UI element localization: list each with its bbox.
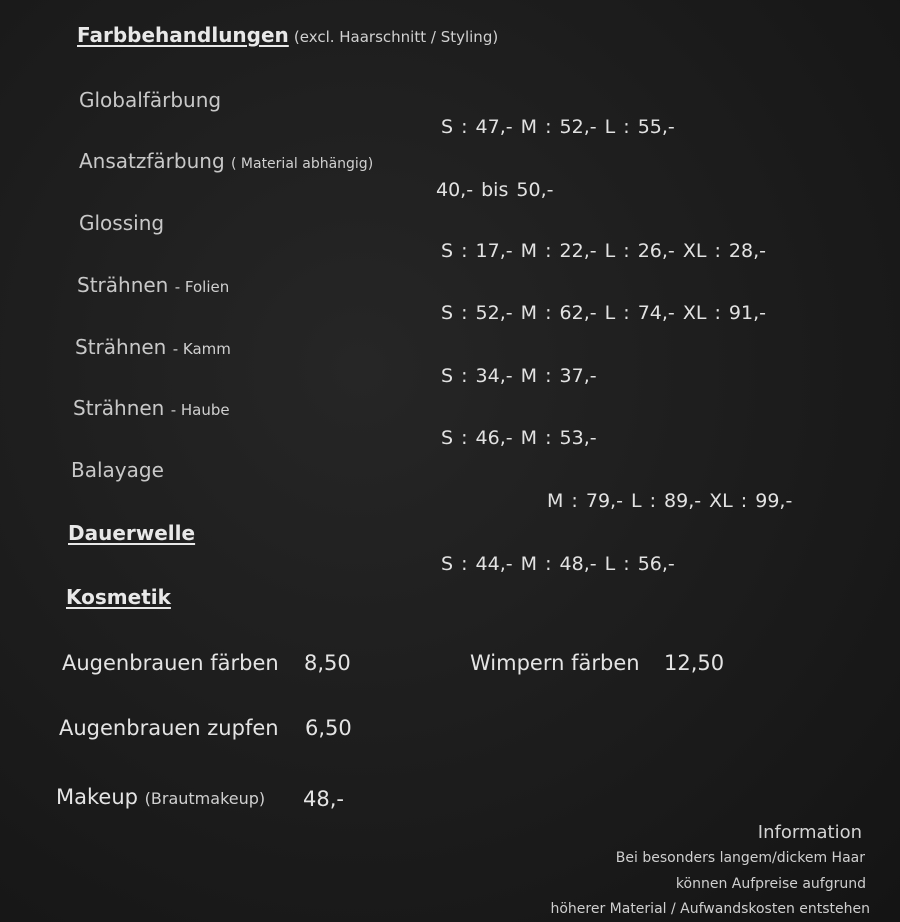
- price-augenbrauen-faerben: 8,50: [304, 651, 351, 675]
- service-name: Ansatzfärbung: [79, 149, 225, 173]
- section-title: Farbbehandlungen: [77, 23, 289, 47]
- information-line: Bei besonders langem/dickem Haar: [615, 850, 865, 866]
- service-name: Wimpern färben: [470, 651, 640, 675]
- price-wimpern-faerben: 12,50: [664, 651, 725, 675]
- service-sub: - Folien: [174, 278, 230, 296]
- service-name: Strähnen: [77, 273, 169, 297]
- dauerwelle-heading: Dauerwelle: [68, 521, 196, 545]
- price-augenbrauen-zupfen: 6,50: [305, 716, 352, 740]
- section-note: (excl. Haarschnitt / Styling): [293, 28, 499, 46]
- information-line: können Aufpreise aufgrund: [675, 876, 866, 892]
- price-straehnen-haube: S : 46,- M : 53,-: [441, 427, 597, 449]
- price-glossing: S : 17,- M : 22,- L : 26,- XL : 28,-: [441, 240, 766, 262]
- service-name: Strähnen: [73, 396, 165, 420]
- farbbehandlungen-heading: [77, 25, 498, 45]
- service-sub: ( Material abhängig): [231, 156, 374, 172]
- service-augenbrauen-zupfen: [59, 718, 279, 739]
- service-straehnen-haube: [73, 398, 230, 418]
- service-balayage: [71, 460, 164, 480]
- service-globalfaerbung: [79, 90, 221, 110]
- information-line: höherer Material / Aufwandskosten entstehen: [550, 901, 870, 917]
- price-balayage: M : 79,- L : 89,- XL : 99,-: [547, 490, 793, 512]
- information-title: Information: [757, 822, 862, 843]
- service-name: Augenbrauen färben: [62, 651, 279, 675]
- service-sub: - Haube: [170, 401, 230, 419]
- price-dauerwelle: S : 44,- M : 48,- L : 56,-: [441, 553, 675, 575]
- price-makeup: 48,-: [303, 787, 344, 811]
- service-ansatzfaerbung: [79, 151, 373, 171]
- price-straehnen-kamm: S : 34,- M : 37,-: [441, 365, 597, 387]
- service-name: Strähnen: [75, 335, 167, 359]
- price-straehnen-folien: S : 52,- M : 62,- L : 74,- XL : 91,-: [441, 302, 766, 324]
- service-makeup: [56, 787, 265, 808]
- service-straehnen-folien: [77, 275, 229, 295]
- service-sub: - Kamm: [172, 340, 231, 358]
- kosmetik-heading: Kosmetik: [66, 585, 171, 609]
- service-name: Glossing: [79, 211, 165, 235]
- service-sub: (Brautmakeup): [144, 789, 266, 808]
- service-name: Balayage: [71, 458, 164, 482]
- price-globalfaerbung: S : 47,- M : 52,- L : 55,-: [441, 116, 675, 138]
- service-augenbrauen-faerben: [62, 653, 279, 674]
- service-wimpern-faerben: [470, 653, 640, 674]
- service-name: Globalfärbung: [79, 88, 222, 112]
- service-glossing: [79, 213, 164, 233]
- price-ansatzfaerbung: 40,- bis 50,-: [436, 179, 554, 201]
- service-name: Augenbrauen zupfen: [59, 716, 279, 740]
- service-straehnen-kamm: [75, 337, 231, 357]
- service-name: Makeup: [56, 785, 138, 809]
